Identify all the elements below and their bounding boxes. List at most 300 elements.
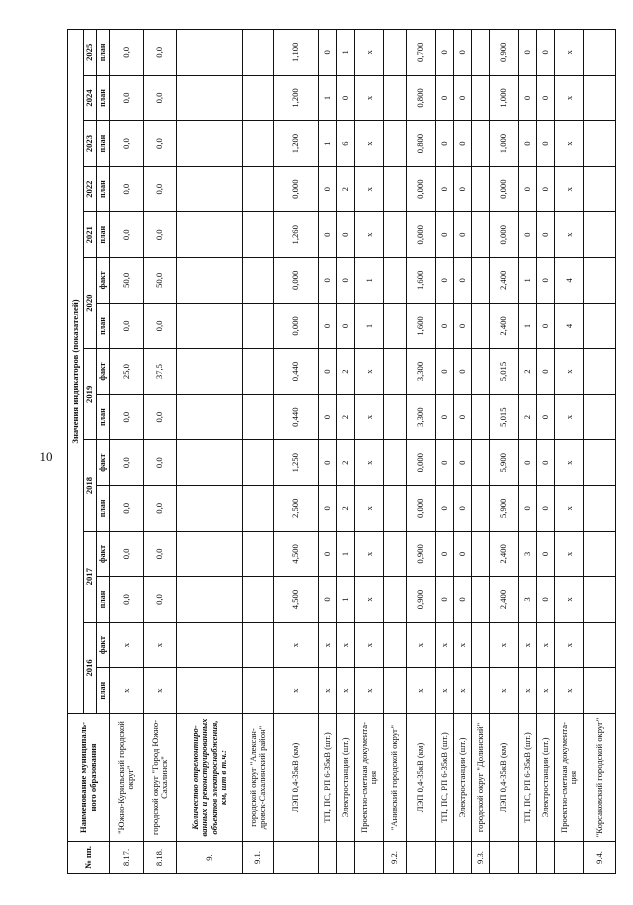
- value-cell: 0: [436, 121, 454, 167]
- value-cell: 0,0: [110, 394, 144, 440]
- value-cell: [177, 486, 242, 532]
- value-cell: 0: [537, 303, 555, 349]
- value-cell: 0,0: [143, 486, 177, 532]
- table-row: [406, 29, 435, 873]
- value-cell: 0: [537, 531, 555, 577]
- header-plan: план: [97, 668, 110, 714]
- row-number: [537, 842, 555, 874]
- value-cell: 0,700: [406, 29, 435, 75]
- table-row: [489, 29, 518, 873]
- value-cell: 0: [319, 394, 337, 440]
- value-cell: 0: [319, 349, 337, 395]
- indicators-table: [67, 29, 616, 874]
- value-cell: 50,0: [143, 258, 177, 304]
- value-cell: 0,0: [143, 440, 177, 486]
- row-number: 9.2.: [384, 842, 406, 874]
- header-year-2016: 2016: [84, 622, 97, 713]
- row-number: [555, 842, 584, 874]
- value-cell: [177, 303, 242, 349]
- row-number: [355, 842, 384, 874]
- value-cell: [471, 349, 489, 395]
- header-plan: план: [97, 121, 110, 167]
- value-cell: x: [537, 622, 555, 668]
- header-year-2018: 2018: [84, 440, 97, 531]
- value-cell: x: [355, 166, 384, 212]
- value-cell: 0,000: [406, 486, 435, 532]
- value-cell: 0: [436, 303, 454, 349]
- value-cell: 0,440: [274, 349, 319, 395]
- value-cell: [177, 531, 242, 577]
- row-number: 9.3.: [471, 842, 489, 874]
- value-cell: 0,0: [110, 531, 144, 577]
- value-cell: 1,600: [406, 303, 435, 349]
- value-cell: 2: [337, 166, 355, 212]
- value-cell: x: [337, 668, 355, 714]
- value-cell: 0,000: [274, 303, 319, 349]
- header-plan: план: [97, 486, 110, 532]
- value-cell: x: [355, 668, 384, 714]
- header-year-2024: 2024: [84, 75, 97, 121]
- header-name: Наименование муниципаль-ного образования: [68, 714, 110, 842]
- value-cell: 0,000: [406, 166, 435, 212]
- value-cell: 0,0: [143, 166, 177, 212]
- value-cell: 0: [519, 166, 537, 212]
- value-cell: 0: [537, 121, 555, 167]
- value-cell: [384, 668, 406, 714]
- value-cell: 1: [337, 531, 355, 577]
- value-cell: 0,0: [143, 212, 177, 258]
- value-cell: 0,000: [274, 258, 319, 304]
- value-cell: 0: [436, 394, 454, 440]
- table-row: [454, 29, 472, 873]
- value-cell: 1: [519, 303, 537, 349]
- value-cell: x: [143, 622, 177, 668]
- value-cell: [177, 394, 242, 440]
- header-fact: факт: [97, 531, 110, 577]
- value-cell: [242, 29, 273, 75]
- header-indicators: Значения индикаторов (показателей): [68, 29, 84, 713]
- value-cell: [471, 121, 489, 167]
- header-year-2021: 2021: [84, 212, 97, 258]
- value-cell: 0: [319, 440, 337, 486]
- header-fact: факт: [97, 349, 110, 395]
- value-cell: [584, 531, 616, 577]
- value-cell: x: [355, 486, 384, 532]
- header-fact: факт: [97, 622, 110, 668]
- row-number: [436, 842, 454, 874]
- value-cell: x: [555, 622, 584, 668]
- value-cell: x: [436, 622, 454, 668]
- value-cell: 0: [519, 440, 537, 486]
- value-cell: x: [436, 668, 454, 714]
- page-number: 10: [39, 449, 53, 464]
- value-cell: x: [355, 531, 384, 577]
- value-cell: 1,000: [489, 75, 518, 121]
- value-cell: 50,0: [110, 258, 144, 304]
- row-name: городской округ "Город Южно-Сахалинск": [143, 714, 177, 842]
- value-cell: x: [337, 622, 355, 668]
- value-cell: x: [355, 577, 384, 623]
- value-cell: [177, 440, 242, 486]
- value-cell: 0: [337, 212, 355, 258]
- value-cell: 0: [319, 29, 337, 75]
- value-cell: x: [555, 486, 584, 532]
- value-cell: 2: [519, 349, 537, 395]
- value-cell: [242, 166, 273, 212]
- value-cell: x: [519, 668, 537, 714]
- value-cell: 0,0: [110, 212, 144, 258]
- row-name: городской округ "Долинский": [471, 714, 489, 842]
- header-plan: план: [97, 303, 110, 349]
- value-cell: 0: [519, 212, 537, 258]
- row-number: 8.18.: [143, 842, 177, 874]
- value-cell: 0: [537, 258, 555, 304]
- value-cell: x: [319, 622, 337, 668]
- value-cell: 0: [454, 166, 472, 212]
- value-cell: 0: [436, 258, 454, 304]
- value-cell: [384, 394, 406, 440]
- value-cell: 0,000: [406, 440, 435, 486]
- table-row: [384, 29, 406, 873]
- value-cell: [177, 668, 242, 714]
- value-cell: 3: [519, 531, 537, 577]
- value-cell: [471, 303, 489, 349]
- row-number: [454, 842, 472, 874]
- value-cell: [584, 394, 616, 440]
- value-cell: 0,0: [143, 121, 177, 167]
- value-cell: 0: [319, 212, 337, 258]
- value-cell: 0,0: [143, 303, 177, 349]
- table-row: [471, 29, 489, 873]
- value-cell: [242, 440, 273, 486]
- value-cell: [242, 303, 273, 349]
- value-cell: 0: [436, 29, 454, 75]
- value-cell: 0: [436, 166, 454, 212]
- value-cell: [384, 349, 406, 395]
- value-cell: [384, 258, 406, 304]
- value-cell: [471, 29, 489, 75]
- rotated-table-container: [67, 30, 616, 874]
- value-cell: [384, 75, 406, 121]
- value-cell: x: [319, 668, 337, 714]
- value-cell: [242, 531, 273, 577]
- row-number: [337, 842, 355, 874]
- value-cell: 0,0: [143, 577, 177, 623]
- value-cell: 1: [319, 75, 337, 121]
- value-cell: 2,500: [274, 486, 319, 532]
- value-cell: [471, 166, 489, 212]
- value-cell: [584, 486, 616, 532]
- row-name: Проектно-сметная документа-ция: [555, 714, 584, 842]
- value-cell: [384, 212, 406, 258]
- value-cell: x: [555, 29, 584, 75]
- value-cell: [384, 29, 406, 75]
- value-cell: x: [355, 622, 384, 668]
- value-cell: 4: [555, 303, 584, 349]
- header-num: № пп.: [68, 842, 110, 874]
- row-name: городской округ "Алексан-дровск-Сахалинский район": [242, 714, 273, 842]
- value-cell: x: [519, 622, 537, 668]
- value-cell: 0: [319, 577, 337, 623]
- value-cell: 6: [337, 121, 355, 167]
- header-year-2023: 2023: [84, 121, 97, 167]
- value-cell: 0: [454, 577, 472, 623]
- value-cell: 0: [454, 303, 472, 349]
- value-cell: [177, 622, 242, 668]
- value-cell: [242, 75, 273, 121]
- value-cell: 0: [537, 212, 555, 258]
- value-cell: 0: [337, 75, 355, 121]
- value-cell: x: [355, 121, 384, 167]
- value-cell: [471, 486, 489, 532]
- value-cell: [584, 622, 616, 668]
- row-number: [319, 842, 337, 874]
- value-cell: 3,300: [406, 394, 435, 440]
- table-row: [355, 29, 384, 873]
- value-cell: 2: [337, 486, 355, 532]
- value-cell: 0,0: [110, 166, 144, 212]
- value-cell: 0,000: [489, 212, 518, 258]
- row-number: 8.17.: [110, 842, 144, 874]
- value-cell: x: [274, 668, 319, 714]
- value-cell: [384, 440, 406, 486]
- table-row: [177, 29, 242, 873]
- value-cell: x: [355, 75, 384, 121]
- value-cell: 0: [454, 29, 472, 75]
- value-cell: x: [555, 531, 584, 577]
- value-cell: 0: [537, 577, 555, 623]
- row-number: [406, 842, 435, 874]
- value-cell: 0,0: [110, 577, 144, 623]
- row-name: Электростанции (шт.): [337, 714, 355, 842]
- value-cell: x: [489, 668, 518, 714]
- value-cell: 1,260: [274, 212, 319, 258]
- value-cell: [471, 531, 489, 577]
- value-cell: x: [555, 349, 584, 395]
- value-cell: 0: [319, 531, 337, 577]
- header-fact: факт: [97, 440, 110, 486]
- value-cell: [471, 668, 489, 714]
- header-year-2025: 2025: [84, 29, 97, 75]
- value-cell: [471, 622, 489, 668]
- table-row: [274, 29, 319, 873]
- value-cell: 0: [454, 212, 472, 258]
- row-name: ЛЭП 0,4-35кВ (км): [489, 714, 518, 842]
- value-cell: 5,900: [489, 486, 518, 532]
- value-cell: x: [110, 668, 144, 714]
- value-cell: 1: [337, 29, 355, 75]
- value-cell: [384, 486, 406, 532]
- value-cell: 0,800: [406, 121, 435, 167]
- value-cell: [242, 668, 273, 714]
- value-cell: 2,400: [489, 258, 518, 304]
- value-cell: 4,500: [274, 577, 319, 623]
- value-cell: 0: [537, 486, 555, 532]
- value-cell: 2,400: [489, 577, 518, 623]
- value-cell: [242, 121, 273, 167]
- value-cell: 3,300: [406, 349, 435, 395]
- header-plan: план: [97, 394, 110, 440]
- value-cell: 0: [537, 394, 555, 440]
- value-cell: 0,0: [143, 75, 177, 121]
- table-row: [143, 29, 177, 873]
- value-cell: 1: [319, 121, 337, 167]
- value-cell: 1,000: [489, 121, 518, 167]
- value-cell: 0: [537, 166, 555, 212]
- value-cell: 1: [337, 577, 355, 623]
- value-cell: 0,0: [110, 121, 144, 167]
- value-cell: 0,0: [143, 531, 177, 577]
- header-plan: план: [97, 75, 110, 121]
- value-cell: [584, 303, 616, 349]
- value-cell: x: [555, 75, 584, 121]
- value-cell: [177, 212, 242, 258]
- value-cell: 0: [337, 258, 355, 304]
- value-cell: x: [143, 668, 177, 714]
- table-row: [555, 29, 584, 873]
- value-cell: x: [555, 440, 584, 486]
- value-cell: 0: [454, 440, 472, 486]
- value-cell: 0: [319, 486, 337, 532]
- value-cell: 0,900: [489, 29, 518, 75]
- value-cell: [471, 394, 489, 440]
- row-name: ЛЭП 0,4-35кВ (км): [406, 714, 435, 842]
- value-cell: [177, 166, 242, 212]
- value-cell: x: [454, 622, 472, 668]
- table-row: [584, 29, 616, 873]
- value-cell: 0,440: [274, 394, 319, 440]
- table-row: [519, 29, 537, 873]
- header-plan: план: [97, 166, 110, 212]
- value-cell: 0,0: [110, 29, 144, 75]
- header-plan: план: [97, 577, 110, 623]
- value-cell: [177, 121, 242, 167]
- value-cell: 0: [537, 75, 555, 121]
- value-cell: 0: [454, 258, 472, 304]
- row-number: [274, 842, 319, 874]
- value-cell: 0: [319, 166, 337, 212]
- table-row: [436, 29, 454, 873]
- value-cell: [384, 121, 406, 167]
- value-cell: 2,400: [489, 303, 518, 349]
- value-cell: 5,900: [489, 440, 518, 486]
- row-name: Проектно-сметная документа-ция: [355, 714, 384, 842]
- row-name: ТП, ПС, РП 6-35кВ (шт.): [319, 714, 337, 842]
- row-number: [519, 842, 537, 874]
- value-cell: 2: [337, 440, 355, 486]
- table-row: [110, 29, 144, 873]
- row-number: 9.4.: [584, 842, 616, 874]
- value-cell: [471, 440, 489, 486]
- value-cell: 0: [436, 440, 454, 486]
- value-cell: [177, 349, 242, 395]
- value-cell: [584, 29, 616, 75]
- value-cell: 3: [519, 577, 537, 623]
- value-cell: 0: [436, 349, 454, 395]
- value-cell: [584, 75, 616, 121]
- header-year-2019: 2019: [84, 349, 97, 440]
- table-row: [337, 29, 355, 873]
- value-cell: x: [555, 577, 584, 623]
- table-row: [242, 29, 273, 873]
- value-cell: 0: [454, 75, 472, 121]
- row-number: [489, 842, 518, 874]
- value-cell: 0,900: [406, 531, 435, 577]
- value-cell: [242, 258, 273, 304]
- value-cell: [584, 440, 616, 486]
- row-name: "Анивский городской округ": [384, 714, 406, 842]
- value-cell: 0: [519, 75, 537, 121]
- value-cell: 4: [555, 258, 584, 304]
- value-cell: 0: [519, 29, 537, 75]
- value-cell: 5,015: [489, 394, 518, 440]
- value-cell: [584, 258, 616, 304]
- value-cell: 2: [337, 349, 355, 395]
- value-cell: [384, 577, 406, 623]
- value-cell: 0,0: [110, 75, 144, 121]
- value-cell: 0: [436, 531, 454, 577]
- header-fact: факт: [97, 258, 110, 304]
- value-cell: 0,0: [143, 29, 177, 75]
- table-row: [319, 29, 337, 873]
- value-cell: [177, 577, 242, 623]
- value-cell: 0: [454, 394, 472, 440]
- value-cell: 37,5: [143, 349, 177, 395]
- row-name: ЛЭП 0,4-35кВ (км): [274, 714, 319, 842]
- value-cell: 0: [519, 486, 537, 532]
- value-cell: [384, 622, 406, 668]
- value-cell: x: [555, 668, 584, 714]
- value-cell: 0,000: [406, 212, 435, 258]
- value-cell: x: [489, 622, 518, 668]
- value-cell: 2: [519, 394, 537, 440]
- value-cell: 0,0: [110, 303, 144, 349]
- value-cell: 0: [436, 486, 454, 532]
- value-cell: x: [537, 668, 555, 714]
- value-cell: 25,0: [110, 349, 144, 395]
- header-year-2020: 2020: [84, 258, 97, 349]
- value-cell: 0: [319, 258, 337, 304]
- row-number: 9.: [177, 842, 242, 874]
- value-cell: [242, 394, 273, 440]
- value-cell: [177, 29, 242, 75]
- row-name: ТП, ПС, РП 6-35кВ (шт.): [436, 714, 454, 842]
- row-number: 9.1.: [242, 842, 273, 874]
- value-cell: [584, 166, 616, 212]
- value-cell: x: [555, 166, 584, 212]
- value-cell: x: [355, 29, 384, 75]
- value-cell: 1,200: [274, 75, 319, 121]
- value-cell: 0,0: [143, 394, 177, 440]
- value-cell: [242, 486, 273, 532]
- row-name: "Корсаковский городской округ": [584, 714, 616, 842]
- value-cell: 0: [436, 577, 454, 623]
- value-cell: 2: [337, 394, 355, 440]
- value-cell: [471, 75, 489, 121]
- value-cell: [384, 531, 406, 577]
- value-cell: [177, 258, 242, 304]
- value-cell: 0: [454, 486, 472, 532]
- value-cell: 2,400: [489, 531, 518, 577]
- value-cell: x: [110, 622, 144, 668]
- value-cell: [177, 75, 242, 121]
- value-cell: [242, 349, 273, 395]
- header-year-2017: 2017: [84, 531, 97, 622]
- value-cell: 1,600: [406, 258, 435, 304]
- value-cell: 0: [337, 303, 355, 349]
- value-cell: 0: [436, 75, 454, 121]
- header-plan: план: [97, 212, 110, 258]
